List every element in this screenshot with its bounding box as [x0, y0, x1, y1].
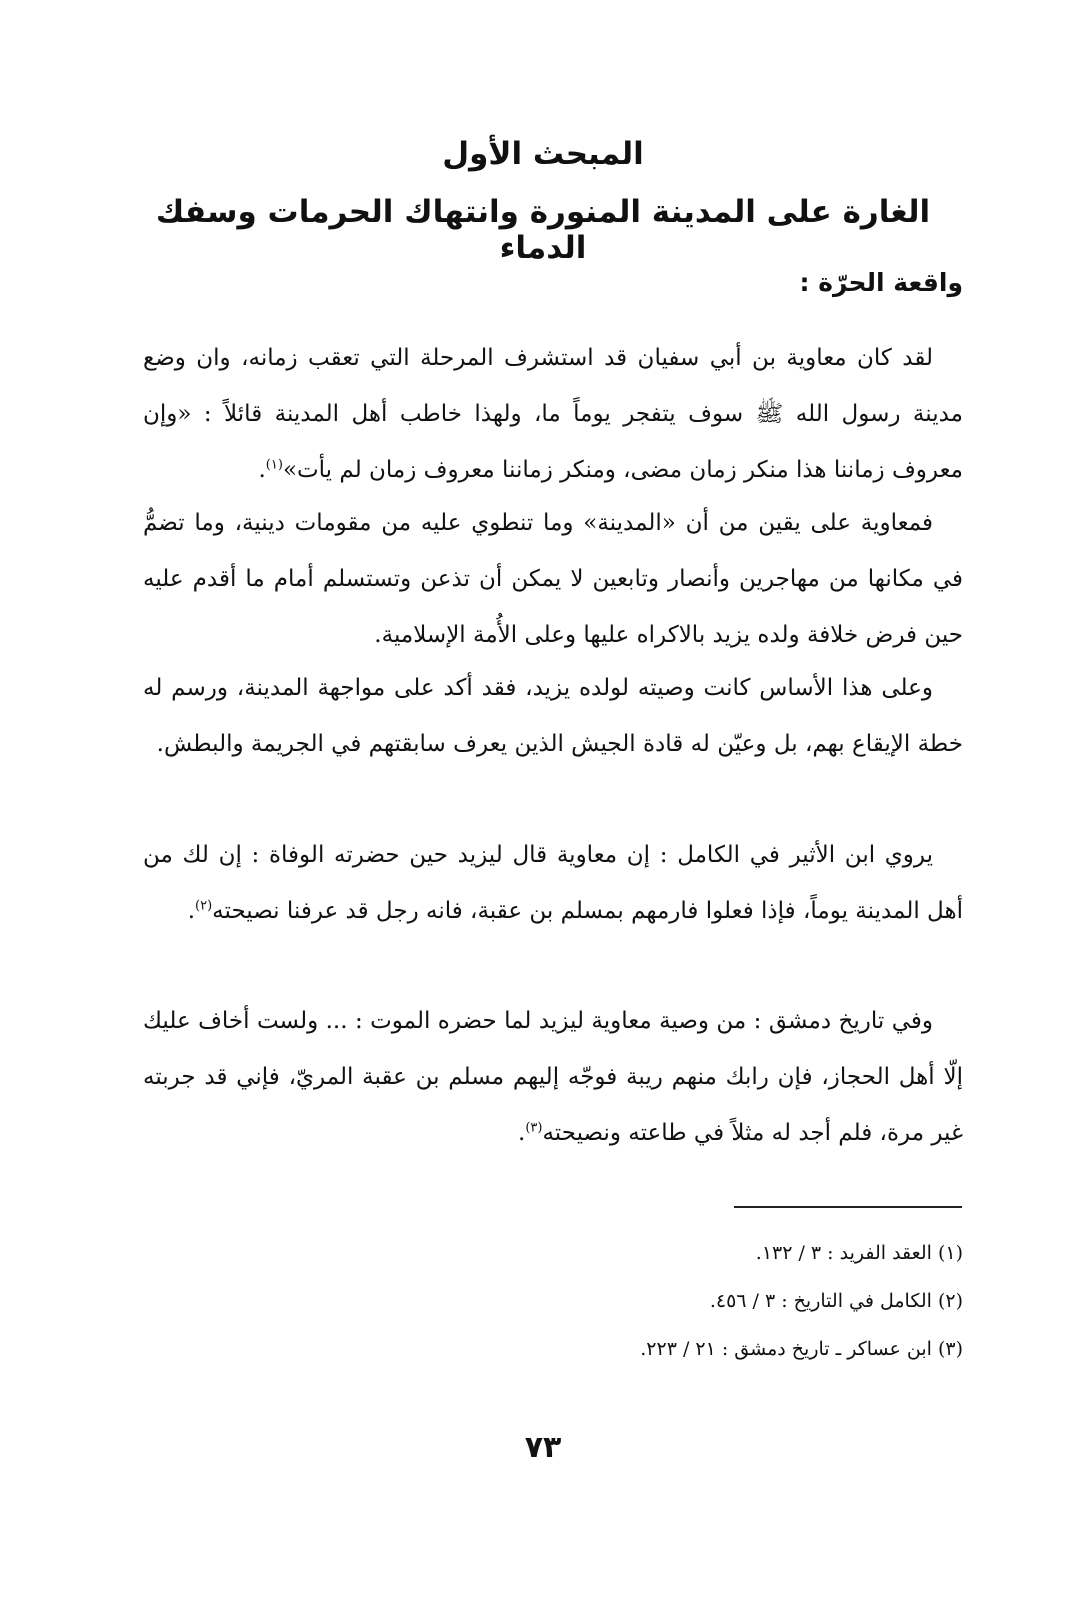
- footnote-1: (١) العقد الفريد : ٣ / ١٣٢.: [755, 1242, 963, 1264]
- paragraph-1: [143, 330, 963, 498]
- paragraph-5-text: وفي تاريخ دمشق : من وصية معاوية ليزيد لما حضره الموت : ... ولست أخاف عليك إلّا أهل الحجاز، فإن رابك منهم ريبة فوجّه إليهم مسلم بن عقبة المريّ، فإني قد جربته غير مرة، فلم أجد له مثلاً في طاعته ونصيحته: [143, 1008, 963, 1146]
- subheading: واقعة الحرّة :: [799, 268, 963, 297]
- paragraph-1-end: .: [258, 457, 266, 483]
- footnote-ref-2: (٢): [195, 898, 213, 914]
- paragraph-1-text: لقد كان معاوية بن أبي سفيان قد استشرف المرحلة التي تعقب زمانه، وان وضع مدينة رسول الله ﷺ سوف يتفجر يوماً ما، ولهذا خاطب أهل المدينة قائلاً : «وإن معروف زماننا هذا منكر زمان مضى، ومنكر زماننا معروف زمان لم يأت»: [143, 345, 963, 483]
- section-title: الغارة على المدينة المنورة وانتهاك الحرمات وسفك الدماء: [155, 194, 931, 266]
- paragraph-2-text: فمعاوية على يقين من أن «المدينة» وما تنطوي عليه من مقومات دينية، وما تضمُّ في مكانها من مهاجرين وأنصار وتابعين لا يمكن أن تذعن وتستسلم أمام ما أقدم عليه حين فرض خلافة ولده يزيد بالاكراه عليها وعلى الأُمة الإسلامية.: [143, 510, 963, 648]
- footnote-ref-3: (٣): [525, 1120, 543, 1136]
- paragraph-3: [143, 660, 963, 772]
- footnote-separator: [734, 1206, 962, 1208]
- footnote-ref-1: (١): [265, 457, 283, 473]
- footnote-3: (٣) ابن عساكر ـ تاريخ دمشق : ٢١ / ٢٢٣.: [640, 1338, 963, 1360]
- paragraph-4-end: .: [187, 898, 196, 924]
- footnote-2: (٢) الكامل في التاريخ : ٣ / ٤٥٦.: [709, 1290, 963, 1312]
- chapter-title: المبحث الأول: [442, 136, 644, 172]
- paragraph-5: [143, 993, 963, 1161]
- page-number: ٧٣: [524, 1430, 562, 1465]
- paragraph-3-text: وعلى هذا الأساس كانت وصيته لولده يزيد، فقد أكد على مواجهة المدينة، ورسم له خطة الإيقاع بهم، بل وعيّن له قادة الجيش الذين يعرف سابقتهم في الجريمة والبطش.: [143, 675, 963, 757]
- paragraph-5-end: .: [518, 1120, 526, 1146]
- footnotes: [143, 1229, 963, 1373]
- paragraph-4-text: يروي ابن الأثير في الكامل : إن معاوية قال ليزيد حين حضرته الوفاة : إن لك من أهل المدينة يوماً، فإذا فعلوا فارمهم بمسلم بن عقبة، فانه رجل قد عرفنا نصيحته: [143, 842, 963, 924]
- paragraph-4: [143, 827, 963, 939]
- paragraph-2: [143, 495, 963, 663]
